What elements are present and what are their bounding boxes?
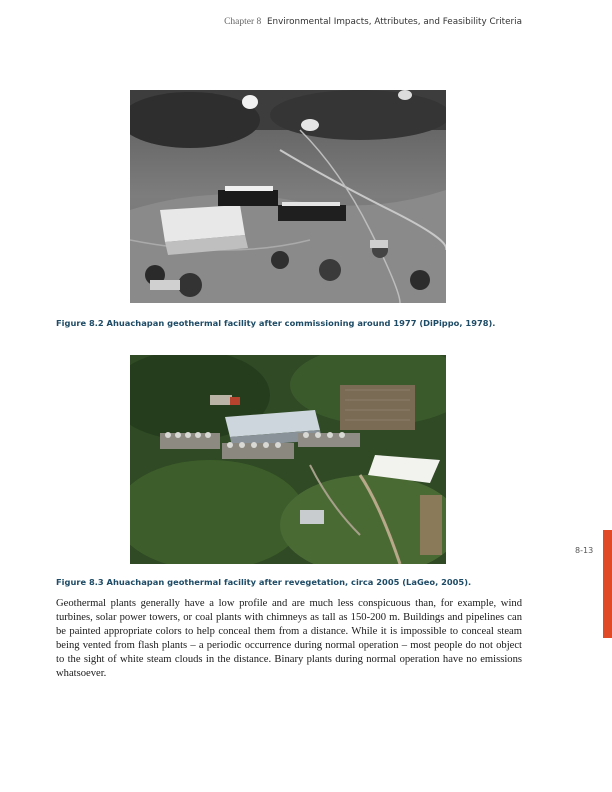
figure-8-2-photo — [130, 90, 446, 303]
figure-8-2-caption: Figure 8.2 Ahuachapan geothermal facility after commissioning around 1977 (DiPippo, 1978). — [56, 318, 496, 328]
body-paragraph: Geothermal plants generally have a low profile and are much less conspicuous than, for example, wind turbines, solar power towers, or coal plants with chimneys as tall as 150-200 m. Buildings and pipelines can be painted appropriate colors to help conceal them from a distance. While it is impossible to conceal steam being vented from flash plants – a periodic occurrence during normal operation – most people do not object to the sight of white steam clouds in the distance. Binary plants during normal operation have no emissions whatsoever. — [56, 598, 522, 679]
figure-8-3-caption: Figure 8.3 Ahuachapan geothermal facility after revegetation, circa 2005 (LaGeo, 2005). — [56, 577, 472, 587]
chapter-side-tab — [603, 530, 612, 638]
figure-8-3-photo — [130, 355, 446, 564]
page-number: 8-13 — [575, 546, 594, 555]
chapter-title: Environmental Impacts, Attributes, and Feasibility Criteria — [266, 17, 522, 27]
running-header — [224, 16, 522, 27]
chapter-label: Chapter 8 — [224, 17, 262, 27]
